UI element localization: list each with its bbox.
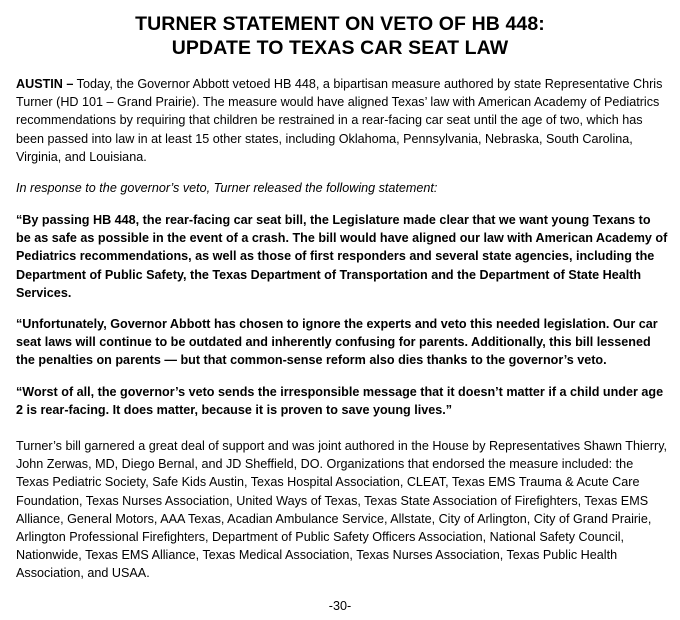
quote-paragraph-1: “By passing HB 448, the rear-facing car seat bill, the Legislature made clear that we want young Texans to be as safe as possible in the event of a crash. The bill would have aligned our law with American Academy of Pediatrics recommendations, as well as those of first responders and several state agencies, including the Department of Public Safety, the Texas Department of Transportation and the Department of State Health Services. [16,213,668,300]
quote-paragraph-2: “Unfortunately, Governor Abbott has chosen to ignore the experts and veto this needed legislation. Our car seat laws will continue to be outdated and inherently confusing for parents. Additionally, this bill lessened the penalties on parents — but that common-sense reform also dies thanks to the governor’s veto. [16,317,658,368]
support-paragraph: Turner’s bill garnered a great deal of support and was joint authored in the House by Representatives Shawn Thierry, John Zerwas, MD, Diego Bernal, and JD Sheffield, DO. Organizations that endorsed the measure included: the Texas Pediatric Society, Safe Kids Austin, Texas Hospital Association, CLEAT, Texas EMS Trauma & Acute Care Foundation, Texas Nurses Association, United Ways of Texas, Texas State Association of Firefighters, Texas EMS Alliance, General Motors, AAA Texas, Acadian Ambulance Service, Allstate, City of Arlington, City of Grand Prairie, Arlington Professional Firefighters, Department of Public Safety Officers Association, National Safety Council, Nationwide, Texas EMS Alliance, Texas Medical Association, Texas Nurses Association, Texas Public Health Association, and USAA. [16,439,668,581]
headline-line-1: TURNER STATEMENT ON VETO OF HB 448: [135,13,545,35]
end-marker: -30- [328,599,352,613]
intro-paragraph [16,75,668,166]
headline-line-2: UPDATE TO TEXAS CAR SEAT LAW [171,37,509,59]
dateline: AUSTIN – [16,77,74,91]
quote-paragraph-3: “Worst of all, the governor’s veto sends the irresponsible message that it doesn’t matter if a child under age 2 is rear-facing. It does matter, because it is proven to save young lives.” [16,385,664,418]
intro-text: Today, the Governor Abbott vetoed HB 448, a bipartisan measure authored by state Representative Chris Turner (HD 101 – Grand Prairie). The measure would have aligned Texas’ law with American Academy of Pediatrics recommendations by requiring that children be restrained in a rear-facing car seat until the age of two, which has been passed into law in at least 15 other states, including Oklahoma, Pennsylvania, Nebraska, South Carolina, Virginia, and Louisiana. [16,77,663,164]
response-intro: In response to the governor’s veto, Turner released the following statement: [16,181,438,195]
